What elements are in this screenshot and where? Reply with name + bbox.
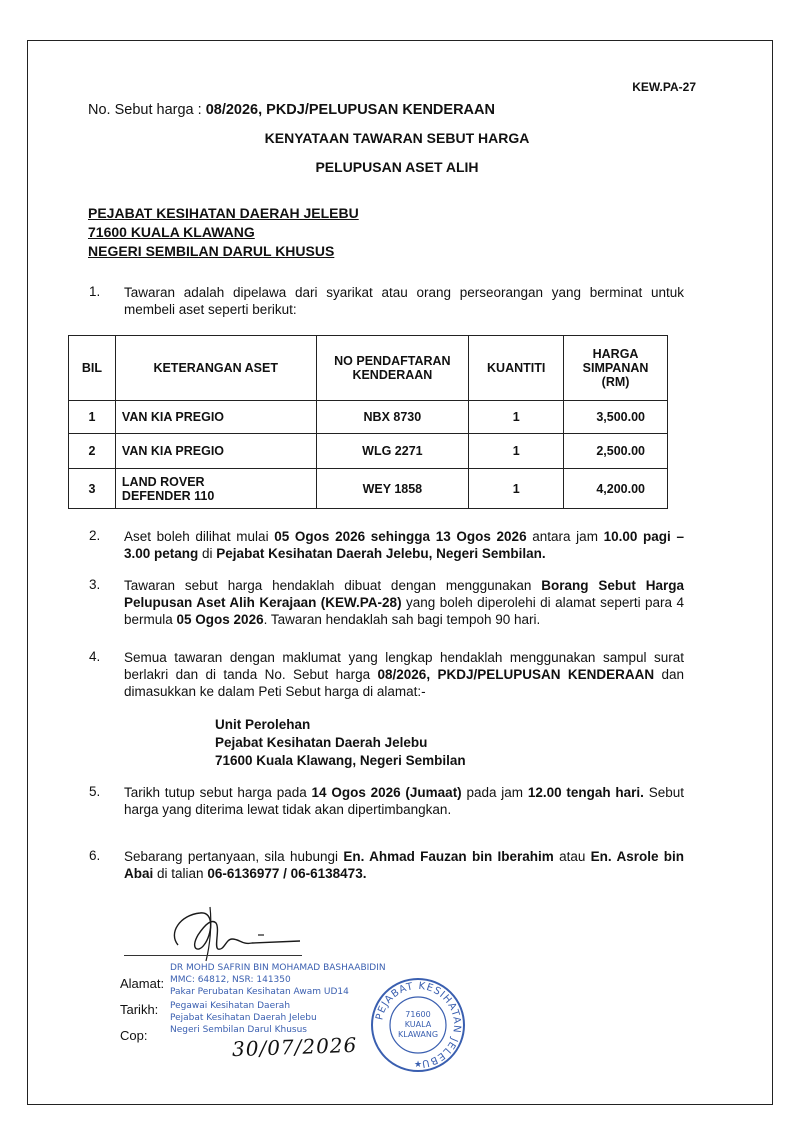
viewing-location: Pejabat Kesihatan Daerah Jelebu, Negeri Sembilan. — [216, 546, 546, 561]
unit-address-line: 71600 Kuala Klawang, Negeri Sembilan — [215, 753, 466, 768]
office-address-line: NEGERI SEMBILAN DARUL KHUSUS — [88, 243, 335, 259]
table-header-row — [69, 336, 668, 401]
para-number: 3. — [89, 577, 101, 592]
text-run: di — [198, 546, 217, 561]
col-header: KETERANGAN ASET — [115, 336, 316, 401]
signatory-position: Pakar Perubatan Kesihatan Awam UD14 — [170, 987, 349, 997]
address-label: Alamat: — [120, 976, 165, 991]
notice-subtitle: PELUPUSAN ASET ALIH — [315, 159, 479, 175]
start-date: 05 Ogos 2026 — [176, 612, 264, 627]
text-run: atau — [553, 849, 591, 864]
text-run: yang boleh diperolehi di alamat seperti para 4 bermula — [124, 595, 684, 627]
para-number: 1. — [89, 284, 101, 299]
table-row — [69, 434, 668, 469]
viewing-dates: 05 Ogos 2026 sehingga 13 Ogos 2026 — [274, 529, 527, 544]
para-6-text — [124, 848, 684, 882]
form-reference: Borang Sebut Harga Pelupusan Aset Alih Kerajaan (KEW.PA-28) — [124, 578, 684, 610]
text-run: . Tawaran hendaklah sah bagi tempoh 90 hari. — [263, 612, 541, 627]
signatory-name: DR MOHD SAFRIN BIN MOHAMAD BASHAABIDIN — [170, 963, 386, 973]
cell-quantity: 1 — [469, 469, 564, 509]
date-label: Tarikh: — [120, 1002, 159, 1017]
para-number: 5. — [89, 784, 101, 799]
quotation-number: 08/2026, PKDJ/PELUPUSAN KENDERAAN — [377, 667, 655, 682]
col-header: NO PENDAFTARAN KENDERAAN — [316, 336, 469, 401]
stamp-town: KUALA — [404, 1020, 432, 1029]
signatory-position: Pegawai Kesihatan Daerah — [170, 1001, 291, 1011]
col-header: KUANTITI — [469, 336, 564, 401]
cell-asset: VAN KIA PREGIO — [115, 401, 316, 434]
cell-registration: WEY 1858 — [316, 469, 469, 509]
cell-registration: NBX 8730 — [316, 401, 469, 434]
cell-price: 3,500.00 — [564, 401, 668, 434]
viewing-hours: 10.00 pagi – 3.00 petang — [124, 529, 684, 561]
reference-prefix: No. Sebut harga : — [88, 102, 206, 118]
text-run: Aset boleh dilihat mulai — [124, 529, 275, 544]
stamp-postcode: 71600 — [405, 1010, 431, 1019]
signatory-office: Negeri Sembilan Darul Khusus — [170, 1025, 307, 1035]
contact-person: En. Asrole bin Abai — [124, 849, 685, 881]
para-1-text: Tawaran adalah dipelawa dari syarikat atau orang perseorangan yang berminat untuk membeli aset seperti berikut: — [124, 285, 684, 317]
cell-bil: 3 — [69, 469, 116, 509]
text-run: di talian — [153, 866, 208, 881]
text-run: Sebut harga yang diterima lewat tidak akan dipertimbangkan. — [124, 785, 684, 817]
cell-bil: 2 — [69, 434, 116, 469]
reference-value: 08/2026, PKDJ/PELUPUSAN KENDERAAN — [205, 102, 495, 118]
quotation-reference — [88, 102, 495, 118]
closing-date: 14 Ogos 2026 (Jumaat) — [311, 785, 462, 800]
unit-address-line: Unit Perolehan — [215, 717, 311, 732]
office-address-line: 71600 KUALA KLAWANG — [88, 224, 255, 240]
table-row — [69, 401, 668, 434]
office-stamp — [368, 975, 468, 1075]
stamp-town: KLAWANG — [397, 1030, 439, 1039]
stamp-label: Cop: — [120, 1028, 148, 1043]
col-header: HARGA SIMPANAN (RM) — [564, 336, 668, 401]
para-number: 2. — [89, 528, 101, 543]
cell-quantity: 1 — [469, 401, 564, 434]
col-header: BIL — [69, 336, 116, 401]
para-2-text — [124, 528, 684, 562]
cell-asset-text: LAND ROVER DEFENDER 110 — [121, 474, 215, 503]
para-number: 4. — [89, 649, 101, 664]
notice-title: KENYATAAN TAWARAN SEBUT HARGA — [264, 130, 530, 146]
star-icon: ★ — [413, 1059, 423, 1069]
signature-line — [124, 955, 302, 956]
cell-asset: VAN KIA PREGIO — [115, 434, 316, 469]
page-border — [27, 40, 773, 1105]
text-run: dan dimasukkan ke dalam Peti Sebut harga di alamat:- — [124, 667, 684, 699]
text-run: Sebarang pertanyaan, sila hubungi — [124, 849, 344, 864]
para-5-text — [124, 784, 684, 818]
text-run: antara jam — [526, 529, 604, 544]
contact-phone: 06-6136977 / 06-6138473. — [207, 866, 367, 881]
cell-price: 4,200.00 — [564, 469, 668, 509]
stamp-ring-text: PEJABAT KESIHATAN JELEBU — [374, 980, 463, 1070]
cell-quantity: 1 — [469, 434, 564, 469]
closing-time: 12.00 tengah hari. — [527, 785, 644, 800]
form-code: KEW.PA-27 — [632, 80, 696, 94]
signatory-registration: MMC: 64812, NSR: 141350 — [170, 975, 291, 985]
unit-address-line: Pejabat Kesihatan Daerah Jelebu — [215, 735, 428, 750]
text-run: Tarikh tutup sebut harga pada — [124, 785, 312, 800]
cell-asset — [115, 469, 316, 509]
para-number: 6. — [89, 848, 101, 863]
text-run: Tawaran sebut harga hendaklah dibuat dengan menggunakan — [124, 578, 542, 593]
handwritten-date: 30/07/2026 — [231, 1032, 358, 1062]
contact-person: En. Ahmad Fauzan bin Iberahim — [343, 849, 554, 864]
text-run: pada jam — [461, 785, 528, 800]
text-run: Semua tawaran dengan maklumat yang lengkap hendaklah menggunakan sampul surat berlakri dan di tanda No. Sebut harga — [124, 650, 684, 682]
cell-bil: 1 — [69, 401, 116, 434]
signatory-office: Pejabat Kesihatan Daerah Jelebu — [170, 1013, 317, 1023]
office-address-line: PEJABAT KESIHATAN DAERAH JELEBU — [88, 205, 359, 221]
signature-image — [160, 905, 320, 965]
cell-registration: WLG 2271 — [316, 434, 469, 469]
table-row — [69, 469, 668, 509]
para-3-text — [124, 577, 684, 628]
asset-table — [68, 335, 668, 509]
para-4-text — [124, 649, 684, 700]
cell-price: 2,500.00 — [564, 434, 668, 469]
